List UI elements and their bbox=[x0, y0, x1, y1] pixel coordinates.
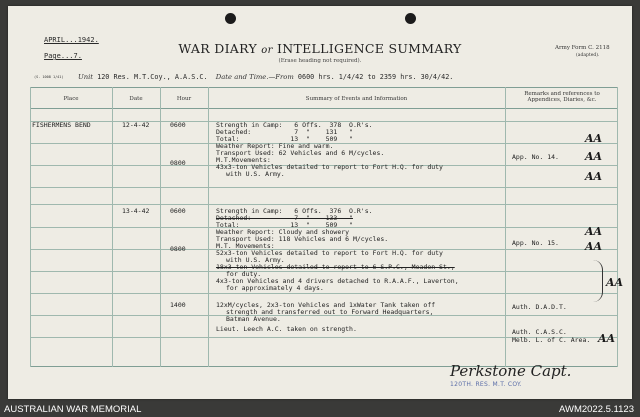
table-col-rule bbox=[208, 87, 209, 367]
summary-line: Detached: 7 " 133 " bbox=[216, 214, 353, 222]
summary-line: with U.S. Army. bbox=[226, 170, 285, 178]
summary-line: 43x3-ton Vehicles detailed to report to Fort H.Q. for duty bbox=[216, 163, 443, 171]
table-rule bbox=[30, 108, 618, 109]
title-main: WAR DIARY bbox=[178, 41, 258, 56]
remark: App. No. 14. bbox=[512, 153, 559, 161]
month-year: APRIL...1942. bbox=[44, 36, 99, 44]
unit-label: Unit bbox=[78, 73, 94, 81]
footer-bar bbox=[0, 401, 640, 417]
summary-line: Strength in Camp: 6 Offs. 376 O.R's. bbox=[216, 207, 373, 215]
table-rule bbox=[30, 204, 618, 205]
unit-line bbox=[78, 73, 453, 81]
summary-line: Strength in Camp: 6 Offs. 378 O.R's. bbox=[216, 121, 373, 129]
col-header-summary: Summary of Events and Information bbox=[305, 96, 408, 102]
form-adapted: (adapted). bbox=[576, 53, 600, 58]
summary-line: M.T. Movements: bbox=[216, 242, 275, 250]
unit-stamp: 120TH. RES. M.T. COY. bbox=[450, 381, 523, 388]
summary-line: 18x3-ton Vehicles detailed to report to 6 S.P.C., Meaden St., bbox=[216, 263, 455, 271]
summary-line: for approximately 4 days. bbox=[226, 284, 324, 292]
summary-line: Weather Report: Fine and warm. bbox=[216, 142, 334, 150]
table-rule bbox=[30, 87, 618, 88]
remark: Auth. D.A.D.T. bbox=[512, 303, 567, 311]
handwritten-initials: AA bbox=[585, 170, 603, 183]
entry-date: 12-4-42 bbox=[122, 121, 150, 129]
table-col-rule bbox=[30, 87, 31, 367]
officer-signature: Perkstone Capt. bbox=[450, 362, 572, 380]
title-rest: INTELLIGENCE SUMMARY bbox=[276, 41, 462, 56]
handwritten-initials: AA bbox=[585, 132, 603, 145]
summary-line: for duty. bbox=[226, 270, 262, 278]
handwritten-initials: AA bbox=[606, 276, 624, 289]
col-header-hour: Hour bbox=[176, 96, 192, 102]
handwritten-initials: AA bbox=[585, 150, 603, 163]
col-header-date: Date bbox=[129, 96, 143, 102]
table-col-rule bbox=[112, 87, 113, 367]
summary-line: with U.S. Army. bbox=[226, 256, 285, 264]
summary-line: Weather Report: Cloudy and showery bbox=[216, 228, 350, 236]
page-subtitle: (Erase heading not required). bbox=[278, 58, 362, 64]
summary-line: M.T.Movements: bbox=[216, 156, 271, 164]
footer-institution: AUSTRALIAN WAR MEMORIAL bbox=[4, 404, 142, 415]
date-value: 0600 hrs. 1/4/42 to 2359 hrs. 30/4/42. bbox=[297, 73, 454, 81]
col-header-remarks: Remarks and references to Appendices, Diaries, &c. bbox=[524, 91, 600, 103]
table-col-rule bbox=[505, 87, 506, 367]
summary-line: Transport Used: 118 Vehicles and 6 M/cycles. bbox=[216, 235, 389, 243]
punch-hole bbox=[225, 13, 236, 24]
summary-line: Detached: 7 " 131 " bbox=[216, 128, 353, 136]
entry-date: 13-4-42 bbox=[122, 207, 150, 215]
handwritten-initials: AA bbox=[585, 240, 603, 253]
unit-value: 120 Res. M.T.Coy., A.A.S.C. bbox=[97, 73, 208, 81]
summary-line: Batman Avenue. bbox=[226, 315, 281, 323]
table-rule bbox=[30, 187, 618, 188]
form-code: (S. 1008 1/41) bbox=[34, 75, 64, 79]
remark: Auth. C.A.S.C. bbox=[512, 328, 567, 336]
summary-line: strength and transferred out to Forward Headquarters, bbox=[226, 308, 434, 316]
table-col-rule bbox=[160, 87, 161, 367]
handwritten-brace bbox=[592, 260, 603, 302]
summary-line: Lieut. Leech A.C. taken on strength. bbox=[216, 325, 357, 333]
summary-line: 52x3-ton Vehicles detailed to report to Fort H.Q. for duty bbox=[216, 249, 443, 257]
col-header-place: Place bbox=[63, 96, 79, 102]
entry-hour: 0800 bbox=[170, 245, 186, 253]
title-or: or bbox=[261, 45, 273, 56]
summary-line: 4x3-ton Vehicles and 4 drivers detached to R.A.A.F., Laverton, bbox=[216, 277, 459, 285]
entry-hour: 0600 bbox=[170, 207, 186, 215]
handwritten-initials: AA bbox=[585, 225, 603, 238]
summary-line: Transport Used: 62 Vehicles and 6 M/cycles. bbox=[216, 149, 385, 157]
form-number: Army Form C. 2118 bbox=[555, 45, 610, 51]
entry-place: FISHERMENS BEND bbox=[32, 121, 91, 129]
entry-hour: 0800 bbox=[170, 159, 186, 167]
remark: App. No. 15. bbox=[512, 239, 559, 247]
page-number: Page...7. bbox=[44, 52, 82, 60]
punch-hole bbox=[405, 13, 416, 24]
entry-hour: 1400 bbox=[170, 301, 186, 309]
summary-line: Total: 13 " 509 " bbox=[216, 135, 353, 143]
table-rule bbox=[30, 271, 618, 272]
table-col-rule bbox=[617, 87, 618, 367]
summary-line: 12xM/cycles, 2x3-ton Vehicles and 1xWater Tank taken off bbox=[216, 301, 436, 309]
handwritten-initials: AA bbox=[598, 332, 616, 345]
date-label: Date and Time.—From bbox=[215, 73, 294, 81]
summary-line: Total: 13 " 509 " bbox=[216, 221, 353, 229]
remark: Melb. L. of C. Area. bbox=[512, 336, 591, 344]
page-title bbox=[0, 41, 640, 56]
entry-hour: 0600 bbox=[170, 121, 186, 129]
footer-catalogue-id: AWM2022.5.1123 bbox=[559, 404, 634, 415]
table-rule bbox=[30, 293, 618, 294]
